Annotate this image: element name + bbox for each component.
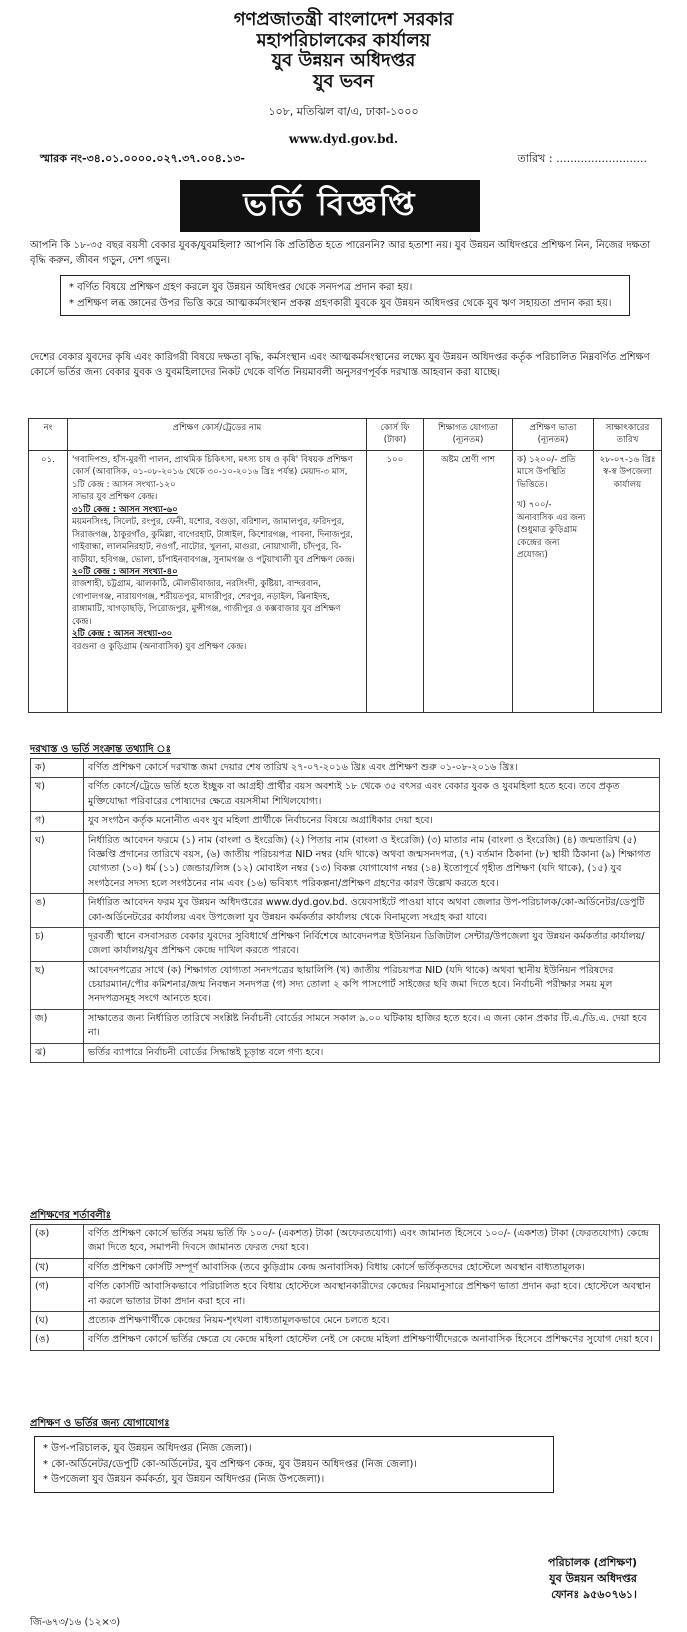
item-key: (ঘ)	[31, 1311, 84, 1330]
col-header: কোর্স ফি (টাকা)	[367, 419, 424, 451]
item-key: ঝ)	[31, 1043, 84, 1062]
footer-code: জি-৬৭৩/১৬ (১২×৩)	[30, 1617, 121, 1628]
list-item	[31, 831, 660, 894]
signatory-title: পরিচালক (প্রশিক্ষণ)	[548, 1556, 637, 1569]
center-list: বরগুনা ও কুড়িগ্রাম (অনাবাসিক) যুব প্রশিক্ষণ কেন্দ্র।	[72, 641, 247, 652]
signatory-office: যুব উন্নয়ন অধিদপ্তর	[549, 1571, 637, 1585]
section-title: দরখাস্ত ও ভর্তি সংক্রান্ত তথ্যাদি ঃ	[30, 744, 171, 755]
section-title: প্রশিক্ষণের শর্তাবলীঃ	[30, 1210, 111, 1221]
contact-item: * কো-অর্ডিনেটর/ডেপুটি কো-অর্ডিনেটর, যুব প্রশিক্ষণ কেন্দ্র, যুব উন্নয়ন অধিদপ্তর (নিজ জেলা)।	[43, 1458, 417, 1470]
list-item	[31, 778, 660, 812]
department-title: যুব উন্নয়ন অধিদপ্তর	[271, 50, 416, 72]
list-item	[31, 1009, 660, 1043]
col-header: প্রশিক্ষণ ভাতা (ন্যূনতম)	[513, 419, 594, 451]
center-group: ২টি কেন্দ্র : আসন সংখ্যা-৩০	[72, 629, 173, 640]
item-key: (গ)	[31, 1278, 84, 1312]
cell-education: অষ্টম শ্রেণী পাশ	[424, 450, 513, 712]
center-list: রাজশাহী, চট্টগ্রাম, ঝালকাঠি, মৌলভীবাজার, নরসিংদী, কুষ্টিয়া, বান্দরবান, গোপালগঞ্জ, নারায়ণগঞ্জ, শরীয়তপুর, মাদারীপুর, শেরপুর, নড়াইল, ঝিনাইদহ, রাঙ্গামাটি, খাগড়াছড়ি, পিরোজপুর, মুন্সীগঞ্জ, গাজীপুর ও কক্সবাজার যুব প্রশিক্ষণ কেন্দ্র।	[72, 579, 341, 627]
item-text: বর্ণিত প্রশিক্ষণ কোর্সটি সম্পূর্ণ আবাসিক (তবে কুড়িগ্রাম কেন্দ্র অনাবাসিক) বিধায় কোর্সে ভর্তিকৃতদের হোস্টেলে অবস্থান বাধ্যতামূলক।	[84, 1258, 660, 1277]
col-header: প্রশিক্ষণ কোর্স/ট্রেডের নাম	[68, 419, 367, 451]
table-row	[29, 450, 662, 712]
center-list: সাভার যুব প্রশিক্ষণ কেন্দ্র।	[72, 492, 158, 503]
center-group: ৩১টি কেন্দ্র : আসন সংখ্যা-৬০	[72, 504, 178, 515]
contacts-box	[34, 1436, 554, 1493]
office-title: মহাপরিচালকের কার্যালয়	[256, 29, 431, 51]
govt-title: গণপ্রজাতন্ত্রী বাংলাদেশ সরকার	[233, 9, 454, 30]
col-header: সাক্ষাৎকারের তারিখ	[594, 419, 662, 451]
center-list: ময়মনসিংহ, সিলেট, রংপুর, ফেনী, যশোর, বগুড়া, বরিশাল, জামালপুর, ফরিদপুর, সিরাজগঞ্জ, ঠাকুরগাঁও, কুমিল্লা, বাগেরহাট, টাঙ্গাইল, কিশোরগঞ্জ, পাবনা, দিনাজপুর, গাইবান্ধা, লালমনিরহাট, নওগাঁ, নাটোর, খুলনা, মাগুরা, নোয়াখালী, চাঁদপুর, বি-বাড়ীয়া, হবিগঞ্জ, ভোলা, চাঁপাইনবাবগঞ্জ, সুনামগঞ্জ ও পটুয়াখালী যুব প্রশিক্ষণ কেন্দ্র।	[72, 517, 355, 565]
cell-allowance	[513, 450, 594, 712]
admission-banner: ভর্তি বিজ্ঞপ্তি	[180, 180, 480, 232]
list-item	[31, 759, 660, 778]
notes-box	[60, 275, 630, 316]
item-text: ভর্তির ব্যাপারে নির্বাচনী বোর্ডের সিদ্ধান্তই চূড়ান্ত বলে গণ্য হবে।	[84, 1043, 660, 1062]
item-text: বর্ণিত কোর্সে/ট্রেডে ভর্তি হতে ইচ্ছুক বা আগ্রহী প্রার্থীর বয়স অবশ্যই ১৮ থেকে ৩৫ বৎসর এবং বেকার যুবক ও যুবমহিলা হতে হবে। তবে প্রকৃত মুক্তিযোদ্ধা পরিবারের পোষ্যদের ক্ষেত্রে বয়সসীমা শিথিলযোগ্য।	[84, 778, 660, 812]
item-key: ছ)	[31, 961, 84, 1009]
col-header: নং	[29, 419, 68, 451]
section-title: প্রশিক্ষণ ও ভর্তির জন্য যোগাযোগঃ	[30, 1418, 170, 1429]
note-item: * বর্ণিত বিষয়ে প্রশিক্ষণ গ্রহণ করলে যুব উন্নয়ন অধিদপ্তর থেকে সনদপত্র প্রদান করা হয়।	[69, 282, 413, 293]
item-key: (খ)	[31, 1258, 84, 1277]
contact-item: * উপজেলা যুব উন্নয়ন কর্মকর্তা, যুব উন্নয়ন অধিদপ্তর (নিজ উপজেলা)।	[43, 1474, 325, 1485]
item-key: (ঙ)	[31, 1331, 84, 1350]
item-text: সাক্ষাতের জন্য নির্ধারিত তারিখে সংশ্লিষ্ট নির্বাচনী বোর্ডের সামনে সকাল ৯.০০ ঘটিকায় হাজির হতে হবে। এ জন্য কোন প্রকার টি.এ./ডি.এ. দেয়া হবে না।	[84, 1009, 660, 1043]
website: www.dyd.gov.bd.	[288, 131, 399, 146]
list-item	[31, 1258, 660, 1277]
list-item	[31, 1331, 660, 1350]
item-text: বর্ণিত প্রশিক্ষণ কোর্সে ভর্তির ক্ষেত্রে যে কেন্দ্রে মহিলা হোস্টেল নেই সে কেন্দ্রে মহিলা প্রশিক্ষণার্থীদেরকে অনাবাসিক হিসেবে প্রশিক্ষণের সুযোগ দেয়া হবে।	[84, 1331, 660, 1350]
item-text: বর্ণিত কোর্সটি আবাসিকভাবে পরিচালিত হবে বিধায় হোস্টেলে অবস্থানকারীদের কেন্দ্রের নিয়মানুসারে প্রশিক্ষণ ভাতা প্রদান করা হবে। হোস্টেলে অবস্থান না করলে ভাতার টাকা প্রদান করা হবে না।	[84, 1278, 660, 1312]
list-item	[31, 927, 660, 961]
item-text: বর্ণিত প্রশিক্ষণ কোর্সে দরখাস্ত জমা দেয়ার শেষ তারিখ ২৭-০৭-২০১৬ খ্রিঃ এবং প্রশিক্ষণ শুরু ০১-০৮-২০১৬ খ্রিঃ।	[84, 759, 660, 778]
item-text: আবেদনপত্রের সাথে (ক) শিক্ষাগত যোগ্যতা সনদপত্রের ছায়ালিপি (খ) জাতীয় পরিচয়পত্র NID (যদি থাকে) অথবা স্থানীয় ইউনিয়ন পরিষদের চেয়ারম্যান/পৌর কমিশনার/জন্ম নিবন্ধন সনদপত্র (গ) সদ্য তোলা ২ কপি পাসপোর্ট সাইজের ছবি জমা দিতে হবে। নির্বাচনী পরীক্ষার সময় মূল সনদপত্রসমূহ সংগে আনতে হবে।	[84, 961, 660, 1009]
info-list	[30, 758, 660, 1063]
intro-text: আপনি কি ১৮-৩৫ বছর বয়সী বেকার যুবক/যুবমহিলা? আপনি কি প্রতিষ্ঠিত হতে পারেননি? আর হতাশা নয়। যুব উন্নয়ন অধিদপ্তরে প্রশিক্ষণ নিন, নিজের দক্ষতা বৃদ্ধি করুন, জীবন গড়ুন, দেশ গড়ুন।	[30, 240, 651, 266]
contact-item: * উপ-পরিচালক, যুব উন্নয়ন অধিদপ্তর (নিজ জেলা)।	[43, 1443, 252, 1454]
memo-row	[40, 150, 647, 168]
item-key: খ)	[31, 778, 84, 812]
cell-no: ০১.	[29, 450, 68, 712]
list-item	[31, 1311, 660, 1330]
list-item	[31, 1043, 660, 1062]
signatory-phone: ফোনঃ ৯৫৬০৭৬১।	[551, 1587, 637, 1601]
course-name: 'গবাদিপশু, হাঁস-মুরগী পালন, প্রাথমিক চিকিৎসা, মৎস্য চাষ ও কৃষি' বিষয়ক প্রশিক্ষণ কোর্স (আবাসিক, ০১-০৮-২০১৬ থেকে ৩০-১০-২০১৬ খ্রিঃ পর্যন্ত) মেয়াদ-৩ মাস,	[72, 454, 353, 478]
item-text: নির্ধারিত আবেদন ফরমে (১) নাম (বাংলা ও ইংরেজি) (২) পিতার নাম (বাংলা ও ইংরেজি) (৩) মাতার নাম (বাংলা ও ইংরেজি) (৪) জন্মতারিখ (৫) বিজ্ঞপ্তি প্রদানের তারিখে বয়স, (৬) জাতীয় পরিচয়পত্র NID নম্বর (যদি থাকে) অথবা জন্মসনদপত্র, (৭) বর্তমান ঠিকানা (৮) স্থায়ী ঠিকানা (৯) শিক্ষাগত যোগ্যতা (১০) ধর্ম (১১) জেন্ডার/লিঙ্গ (১২) মোবাইল নম্বর (১৩) বিকল্প যোগাযোগ নম্বর (১৪) ইতোপূর্বে গৃহীত প্রশিক্ষণ (যদি থাকে), (১৫) যুব সংগঠনের সদস্য হলে সংগঠনের নাম এবং (১৬) ভবিষ্যৎ পরিকল্পনা/প্রশিক্ষণ গ্রহণের কারণ উল্লেখ করতে হবে।	[84, 831, 660, 894]
conditions-list	[30, 1224, 660, 1351]
building-title: যুব ভবন	[313, 71, 374, 93]
item-key: চ)	[31, 927, 84, 961]
note-item: * প্রশিক্ষণ লব্ধ জ্ঞানের উপর ভিত্তি করে আত্মকর্মসংস্থান প্রকল্প গ্রহণকারী যুবকে যুব উন্নয়ন অধিদপ্তর থেকে যুব ঋণ সহায়তা প্রদান করা হয়।	[69, 297, 612, 309]
cell-course	[68, 450, 367, 712]
list-item	[31, 1278, 660, 1312]
item-key: ঙ)	[31, 894, 84, 928]
item-key: (ক)	[31, 1225, 84, 1259]
item-text: যুব সংগঠন কর্তৃক মনোনীত এবং যুব মহিলা প্রার্থীকে নির্বাচনের বিষয়ে অগ্রাধিকার দেয়া হবে।	[84, 812, 660, 831]
cell-fee: ১০০	[367, 450, 424, 712]
allowance-item: খ) ৭০০/- অনাবাসিক এর জন্য (শুধুমাত্র কুড়িগ্রাম কেন্দ্রের জন্য প্রযোজ্য)	[517, 500, 586, 561]
center-group: ১টি কেন্দ্র : আসন সংখ্যা-১২০	[72, 479, 176, 490]
allowance-item: ক) ১২০০/- প্রতি মাসে উপস্থিতি ভিত্তিতে।	[517, 454, 576, 490]
address: ১০৮, মতিঝিল বা/এ, ঢাকা-১০০০	[268, 104, 419, 118]
item-text: বর্ণিত প্রশিক্ষণ কোর্সে ভর্তির সময় ভর্তি ফি ১০০/- (একশত) টাকা (অফেরতযোগ্য) এবং জামানত হিসেবে ১০০/- (একশত) টাকা (ফেরতযোগ্য) কেন্দ্রে জমা দিতে হবে, সমাপনী দিবসে জামানত ফেরত দেয়া হবে।	[84, 1225, 660, 1259]
list-item	[31, 1225, 660, 1259]
date-field: তারিখ : ..........................	[517, 151, 647, 165]
item-key: গ)	[31, 812, 84, 831]
memo-number: স্মারক নং-৩৪.০১.০০০০.০২৭.৩৭.০০৪.১৩-	[40, 151, 245, 165]
item-text: নির্ধারিত আবেদন ফরম যুব উন্নয়ন অধিদপ্তরের www.dyd.gov.bd. ওয়েবসাইটে পাওয়া যাবে অথবা জেলার উপ-পরিচালক/কো-অর্ডিনেটর/ডেপুটি কো-অর্ডিনেটরের কার্যালয় এবং উপজেলা যুব উন্নয়ন কর্মকর্তার কার্যালয় থেকে বিনামূল্যে সংগ্রহ করা যাবে।	[84, 894, 660, 928]
item-key: ঘ)	[31, 831, 84, 894]
center-group: ২০টি কেন্দ্র : আসন সংখ্যা-৪০	[72, 566, 178, 577]
list-item	[31, 812, 660, 831]
col-header: শিক্ষাগত যোগ্যতা (ন্যূনতম)	[424, 419, 513, 451]
item-text: প্রত্যেক প্রশিক্ষণার্থীকে কেন্দ্রের নিয়ম-শৃংখলা বাধ্যতামূলকভাবে মেনে চলতে হবে।	[84, 1311, 660, 1330]
signature-block	[548, 1555, 637, 1603]
list-item	[31, 894, 660, 928]
item-key: জ)	[31, 1009, 84, 1043]
course-table	[28, 418, 662, 713]
item-key: ক)	[31, 759, 84, 778]
list-item	[31, 961, 660, 1009]
cell-interview: ২৮-০৭-১৬ খ্রিঃ স্ব-স্ব উপজেলা কার্যালয়	[594, 450, 662, 712]
item-text: দূরবর্তী স্থানে বসবাসরত বেকার যুবদের সুবিধার্থে প্রশিক্ষণ নির্বিশেষে আবেদনপত্র ইউনিয়ন ডিজিটাল সেন্টার/উপজেলা যুব উন্নয়ন কর্মকর্তার কার্যালয়/জেলা কার্যালয়/যুব প্রশিক্ষণ কেন্দ্রে দাখিল করতে পারবে।	[84, 927, 660, 961]
call-text: দেশের বেকার যুবদের কৃষি এবং কারিগরী বিষয়ে দক্ষতা বৃদ্ধি, কর্মসংস্থান এবং আত্মকর্মসংস্থানের লক্ষ্যে যুব উন্নয়ন অধিদপ্তর কর্তৃক পরিচালিত নিম্নবর্ণিত প্রশিক্ষণ কোর্সে ভর্তির জন্য বেকার যুবক ও যুবমহিলাদের নিকট থেকে বর্ণিত নিয়মাবলী অনুসরণপূর্বক দরখাস্ত আহবান করা যাচ্ছে।	[30, 352, 650, 378]
